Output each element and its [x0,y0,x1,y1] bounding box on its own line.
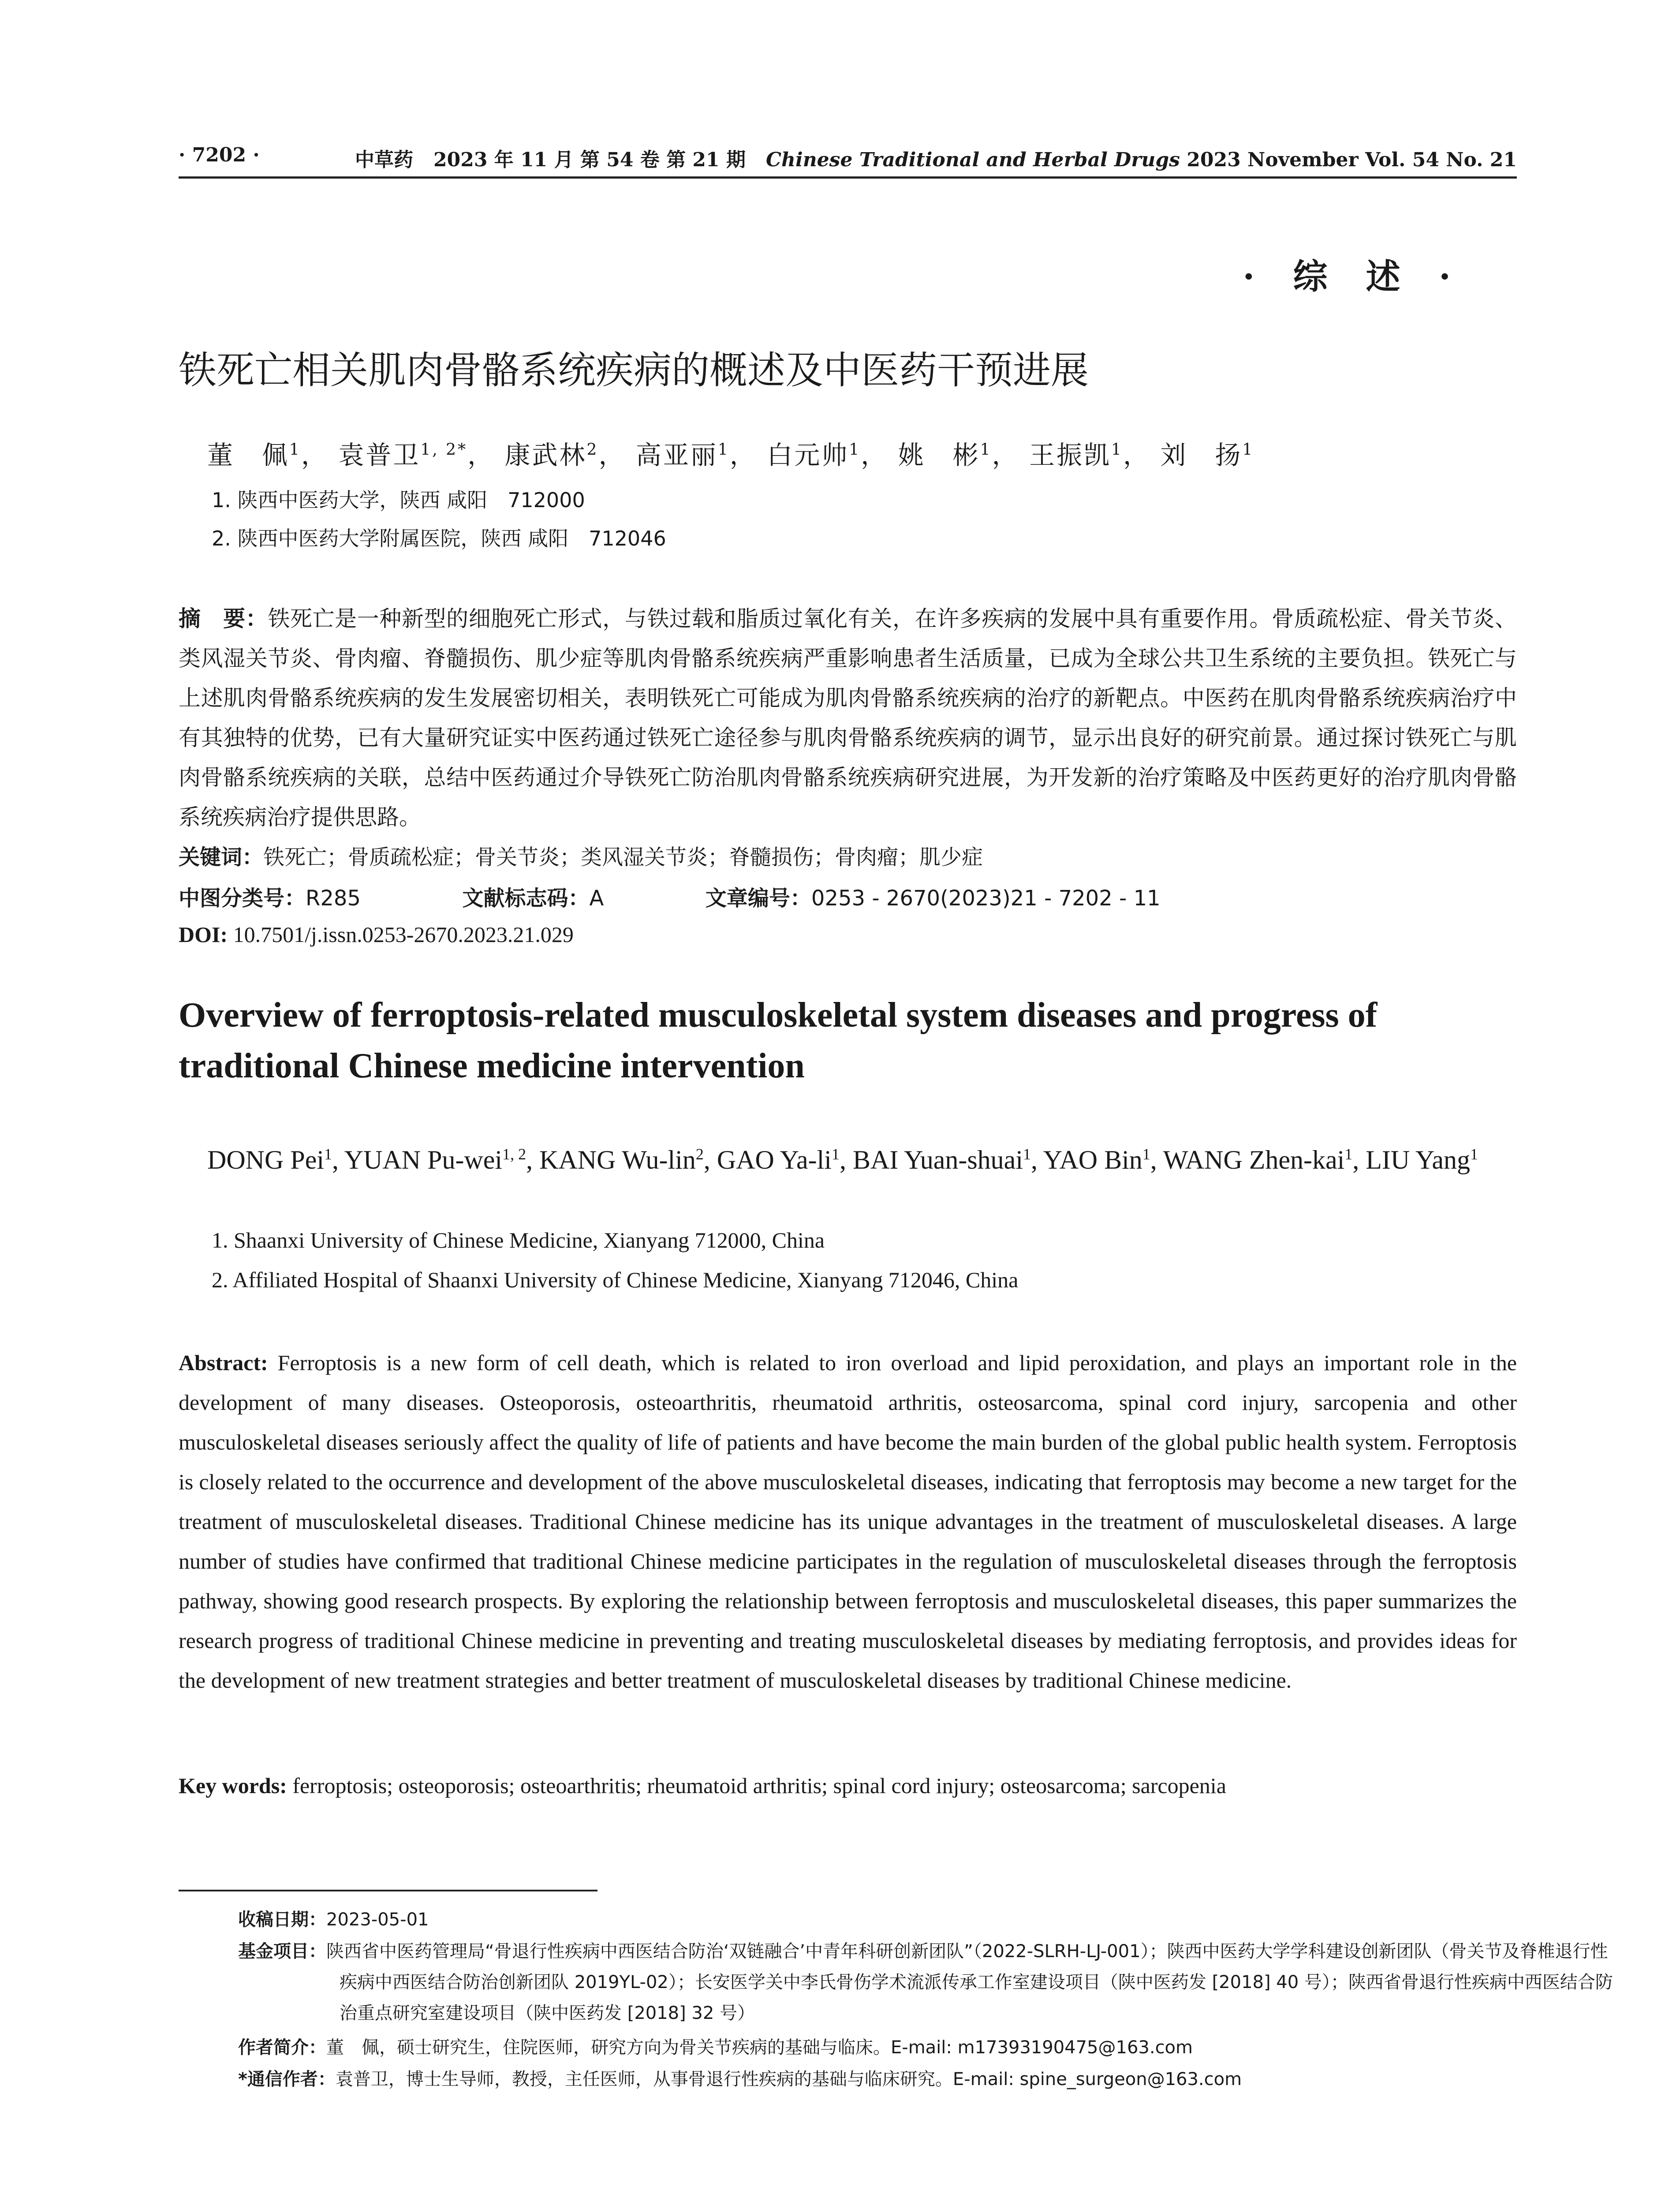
authors-en: DONG Pei$^1$, YUAN Pu-wei$^{1, 2}$, KANG Wu-lin$^2$, GAO $Ya-li^1$, BAI Yuan-shuai$^1$, YAO Bin$^1$, WANG Zhen-kai$^1$, LIU Yang$^1$ [207,1145,1478,1174]
issue-en: 2023 November Vol. 54 No. 21 [1187,149,1517,171]
author-aff: 1 [1344,1145,1353,1163]
abstract-en-label: Abstract: [179,1350,268,1375]
doc-code-label: 文献标志码： [462,886,590,911]
author-aff: 1, 2* [420,441,468,459]
author-aff: 1 [1023,1145,1031,1163]
author-aff: 2 [586,441,599,459]
author-aff: 2 [695,1145,704,1163]
page-number: · 7202 · [179,144,260,166]
author-en: BAI Yuan-shuai [852,1145,1023,1174]
affiliation-en-1: 1. Shaanxi University of Chinese Medicine, Xianyang 712000, China [212,1228,825,1252]
authors-cn: 董 佩$^1$， 袁普卫$^{1, 2*}$， 康武林$^2$， 高亚丽$^1$， 白元帅$^1$， 姚 彬$^1$， 王振凯$^1$， 刘 扬$^1$ [207,440,1254,470]
author-cn: 刘 扬 [1160,440,1243,470]
doi-label: DOI: [179,922,228,947]
header-rule [179,176,1517,179]
doi-value[interactable]: 10.7501/j.issn.0253-2670.2023.21.029 [233,922,574,947]
fund-label: 基金项目： [238,1941,326,1962]
author-en: YAO Bin [1043,1145,1142,1174]
author-en: DONG Pei [207,1145,324,1174]
keywords-en [179,1773,1517,1798]
author-cn: 高亚丽 [635,440,718,470]
affiliation-en-2: 2. Affiliated Hospital of Shaanxi University of Chinese Medicine, Xianyang 712046, China [212,1267,1019,1292]
author-en: GAO Ya-li [717,1145,832,1174]
author-aff: 1 [1470,1145,1478,1163]
keywords-en-text: ferroptosis; osteoporosis; osteoarthritis; rheumatoid arthritis; spinal cord injury; osteosarcoma; sarcopenia [292,1773,1226,1798]
author-en: YUAN Pu-wei [344,1145,503,1174]
fund-value: 陕西省中医药管理局“骨退行性疾病中西医结合防治‘双链融合’中青年科研创新团队”（2022-SLRH-LJ-001）；陕西中医药大学学科建设创新团队（骨关节及脊椎退行性疾病中西医结合防治创新团队 2019YL-02）；长安医学关中李氏骨伤学术流派传承工作室建设项目（陕中医药发 [2018] 40 号）；陕西省骨退行性疾病中西医结合防治重点研究室建设项目（陕中医药发 [2018] 32 号） [326,1941,1613,2023]
keywords-cn-text: 铁死亡；骨质疏松症；骨关节炎；类风湿关节炎；脊髓损伤；骨肉瘤；肌少症 [263,845,983,870]
corresponding-value: 袁普卫，博士生导师，教授，主任医师，从事骨退行性疾病的基础与临床研究。E-mail: spine_surgeon@163.com [335,2069,1242,2089]
author-en: LIU Yang [1366,1145,1470,1174]
author-en: WANG Zhen-kai [1163,1145,1345,1174]
author-aff: 1 [1111,441,1123,459]
author-bio-value: 董 佩，硕士研究生，住院医师，研究方向为骨关节疾病的基础与临床。E-mail: m17393190475@163.com [326,2037,1193,2058]
author-aff: 1 [324,1145,332,1163]
affiliation-cn-2: 2. 陕西中医药大学附属医院，陕西 咸阳 712046 [212,527,666,550]
footnote-author [238,2032,1517,2063]
issue-cn: 2023 年 11 月 第 54 卷 第 21 期 [433,149,746,171]
keywords-en-label: Key words: [179,1773,287,1798]
author-cn: 袁普卫 [338,440,421,470]
abstract-cn-text: 铁死亡是一种新型的细胞死亡形式，与铁过载和脂质过氧化有关，在许多疾病的发展中具有重要作用。骨质疏松症、骨关节炎、类风湿关节炎、骨肉瘤、脊髓损伤、肌少症等肌肉骨骼系统疾病严重影响患者生活质量，已成为全球公共卫生系统的主要负担。铁死亡与上述肌肉骨骼系统疾病的发生发展密切相关，表明铁死亡可能成为肌肉骨骼系统疾病的治疗的新靶点。中医药在肌肉骨骼系统疾病治疗中有其独特的优势，已有大量研究证实中医药通过铁死亡途径参与肌肉骨骼系统疾病的调节，显示出良好的研究前景。通过探讨铁死亡与肌肉骨骼系统疾病的关联，总结中医药通过介导铁死亡防治肌肉骨骼系统疾病研究进展，为开发新的治疗策略及中医药更好的治疗肌肉骨骼系统疾病治疗提供思路。 [179,606,1517,830]
keywords-cn-label: 关键词： [179,845,264,870]
journal-name-cn: 中草药 [355,149,413,171]
footnote-rule [179,1890,597,1891]
author-aff: 1 [849,441,861,459]
author-cn: 董 佩 [207,440,290,470]
author-bio-label: 作者简介： [238,2037,326,2058]
clc-label: 中图分类号： [179,886,306,911]
footnote-fund [238,1936,1618,2029]
doc-code-value: A [589,886,604,911]
author-aff: 1 [831,1145,840,1163]
footnote-corresponding [238,2064,1517,2095]
author-cn: 白元帅 [767,440,849,470]
corresponding-label: *通信作者： [238,2069,336,2089]
abstract-en [179,1343,1517,1700]
footnote-received [238,1904,1517,1935]
author-cn: 康武林 [504,440,587,470]
running-header [179,144,1517,175]
author-aff: 1, 2 [502,1145,526,1163]
author-aff: 1 [1142,1145,1150,1163]
abstract-en-text: Ferroptosis is a new form of cell death, which is related to iron overload and lipid peroxidation, and plays an important role in the development of many diseases. Osteoporosis, osteoarthritis, rheumatoid arthritis, osteosarcoma, spinal cord injury, sarcopenia and other musculoskeletal diseases seriously affect the quality of life of patients and have become the main burden of the global public health system. Ferroptosis is closely related to the occurrence and development of the above musculoskeletal diseases, indicating that ferroptosis may become a new target for the treatment of musculoskeletal diseases. Traditional Chinese medicine has its unique advantages in the treatment of musculoskeletal diseases. A large number of studies have confirmed that traditional Chinese medicine participates in the regulation of musculoskeletal diseases through the ferroptosis pathway, showing good research prospects. By exploring the relationship between ferroptosis and musculoskeletal diseases, this paper summarizes the research progress of traditional Chinese medicine in preventing and treating musculoskeletal diseases by mediating ferroptosis, and provides ideas for the development of new treatment strategies and better treatment of musculoskeletal diseases by traditional Chinese medicine. [179,1350,1517,1693]
author-aff: 1 [717,441,730,459]
article-no-label: 文章编号： [705,886,811,911]
keywords-cn [179,840,983,871]
author-en: KANG Wu-lin [539,1145,696,1174]
abstract-cn-label: 摘 要： [179,606,268,632]
article-no-value: 0253 - 2670(2023)21 - 7202 - 11 [811,886,1161,911]
author-aff: 1 [289,441,301,459]
title-cn: 铁死亡相关肌肉骨骼系统疾病的概述及中医药干预进展 [179,348,1089,392]
author-aff: 1 [1242,441,1254,459]
author-cn: 王振凯 [1029,440,1111,470]
affiliation-cn-1: 1. 陕西中医药大学，陕西 咸阳 712000 [212,488,585,512]
received-label: 收稿日期： [238,1910,326,1930]
journal-citation [355,144,1517,172]
abstract-cn [179,599,1517,837]
author-aff: 1 [980,441,992,459]
title-en: Overview of ferroptosis-related musculoskeletal system diseases and progress of traditional Chinese medicine intervention [179,996,1378,1085]
classification-line [179,881,1161,912]
clc-value: R285 [306,886,361,911]
section-tag: · 综 述 · [1243,257,1464,297]
doi-line [179,922,574,947]
journal-name-en: Chinese Traditional and Herbal Drugs [765,149,1180,171]
author-cn: 姚 彬 [898,440,980,470]
received-value: 2023-05-01 [326,1910,429,1930]
